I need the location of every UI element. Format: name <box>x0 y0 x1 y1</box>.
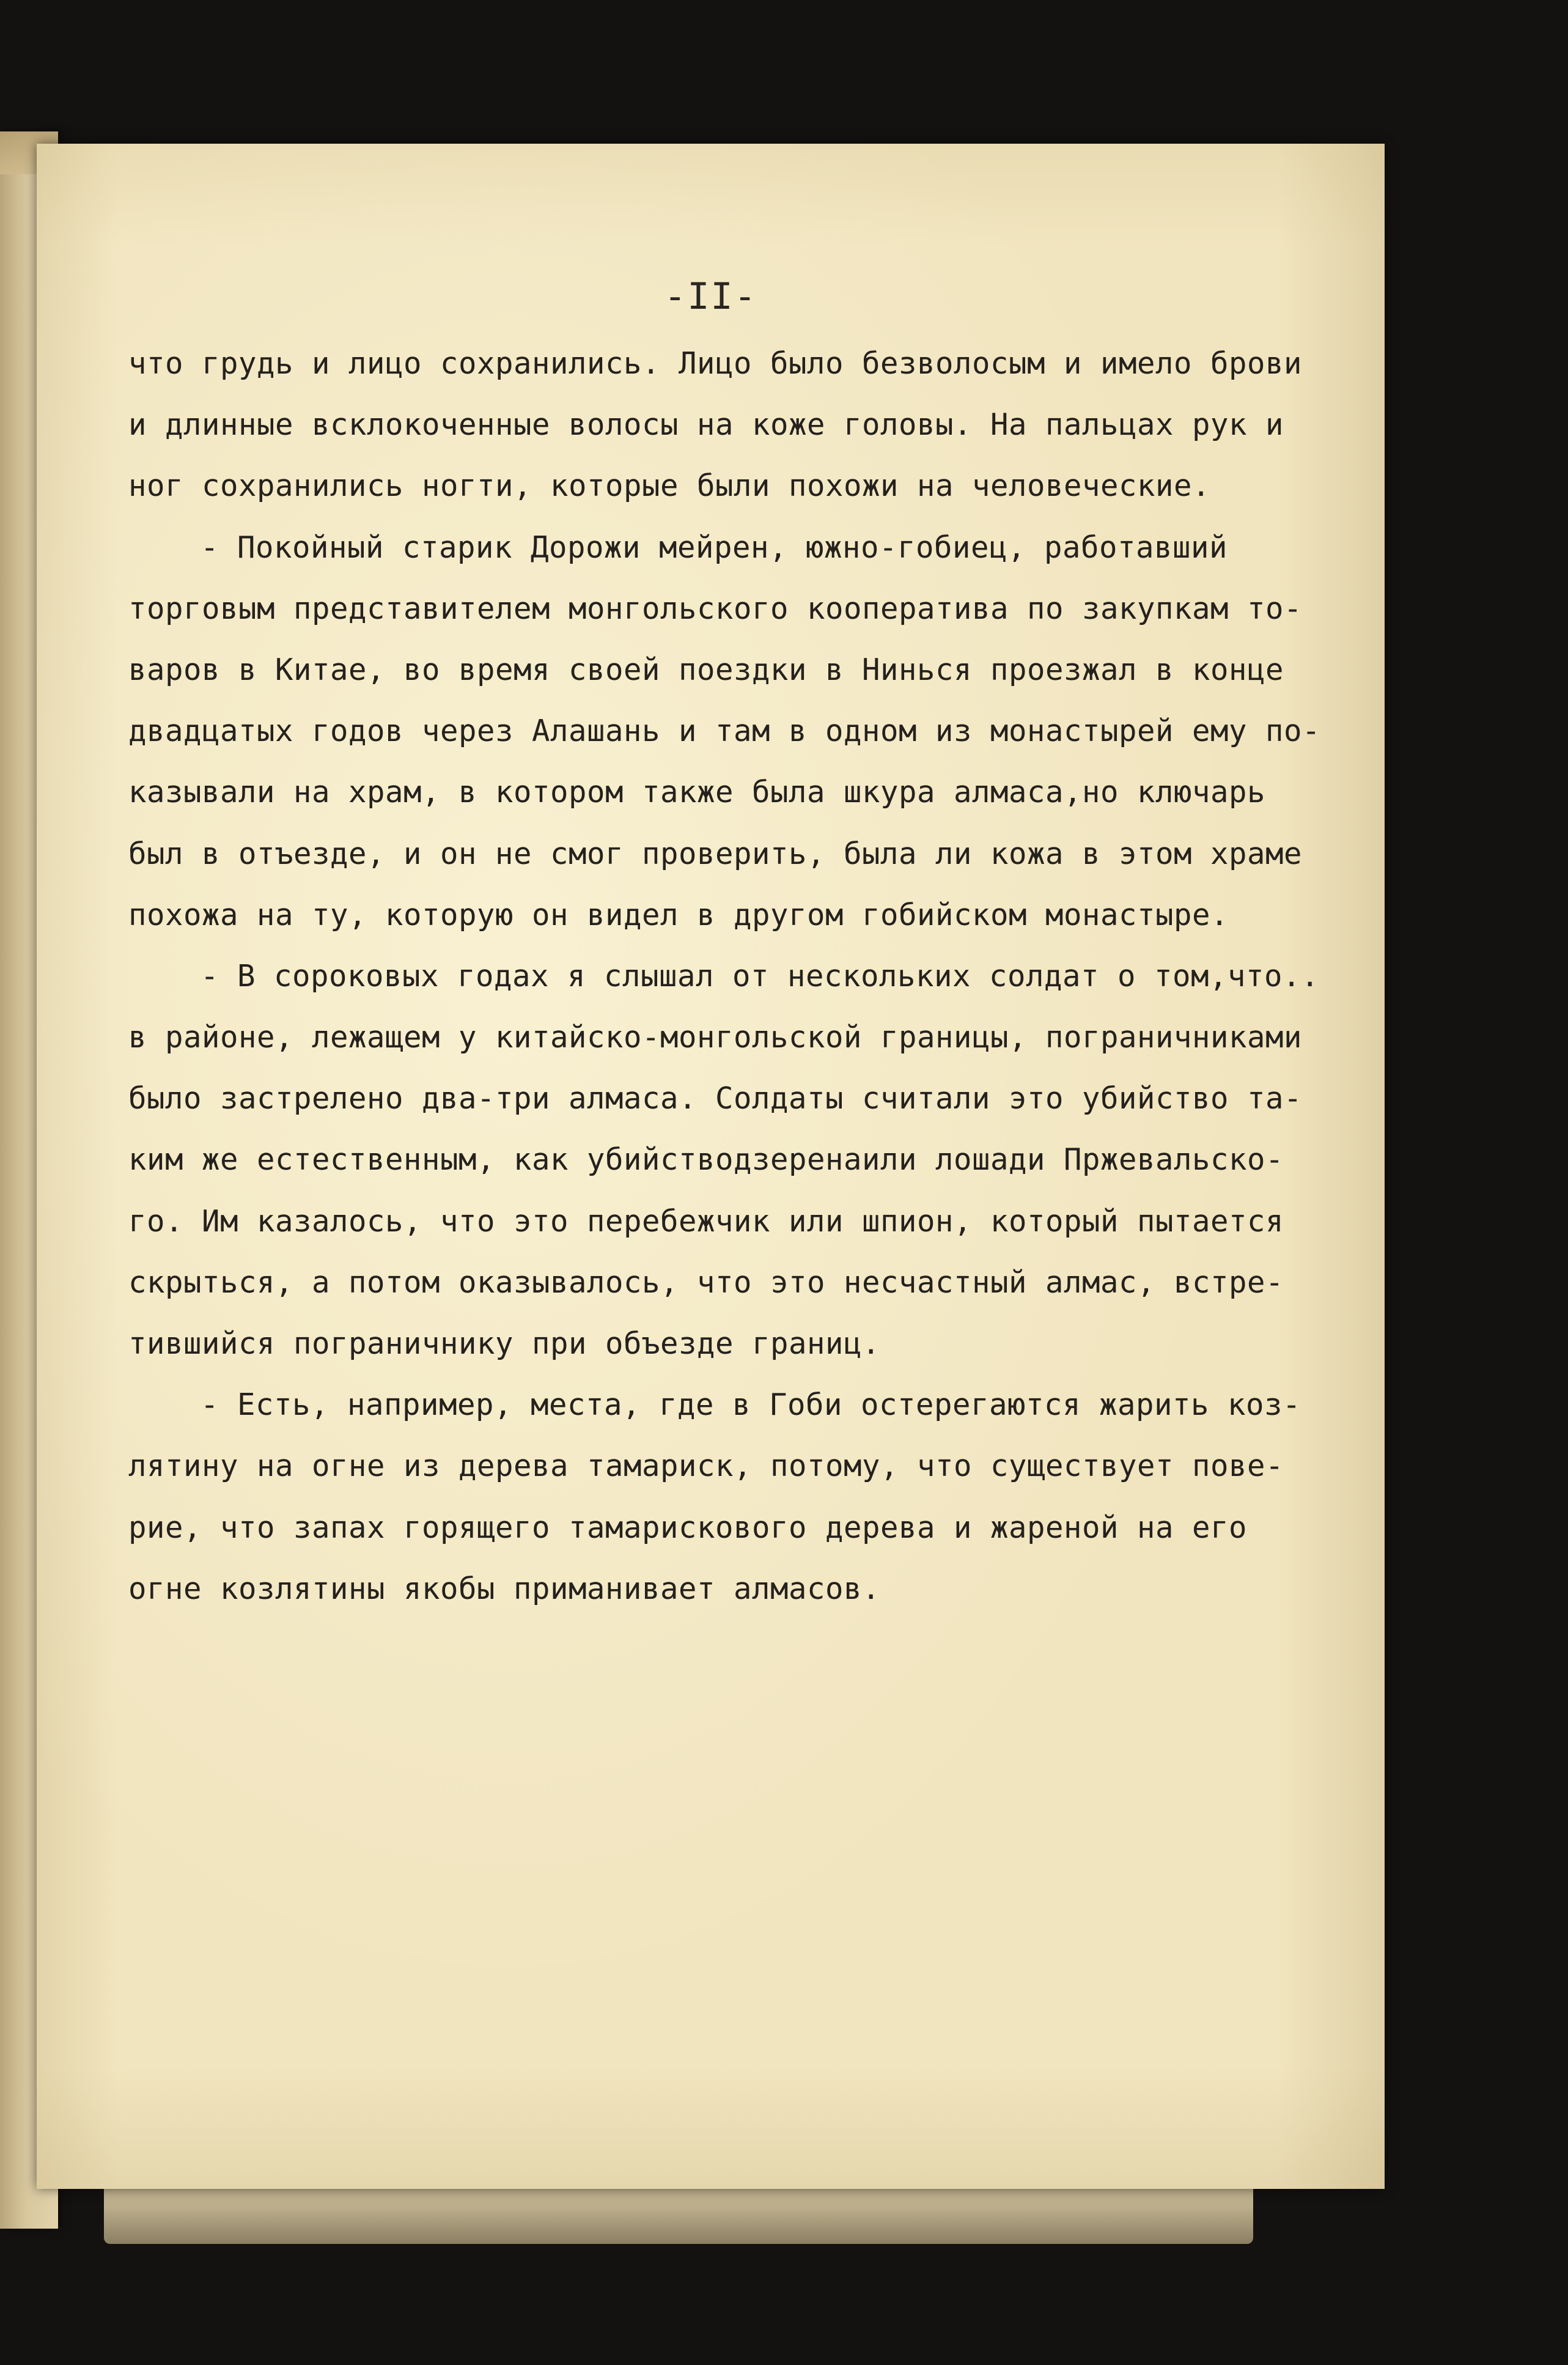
text-line: - Есть, например, места, где в Гоби остерегаются жарить коз- <box>201 1387 1301 1423</box>
text-line: лятину на огне из дерева тамариск, потому, что существует пове- <box>128 1448 1284 1484</box>
text-line: ким же естественным, как убийстводзеренаили лошади Пржевальско- <box>128 1142 1284 1178</box>
text-line: двадцатых годов через Алашань и там в одном из монастырей ему по- <box>128 714 1321 749</box>
text-line: - В сороковых годах я слышал от нескольких солдат о том,что.. <box>201 958 1320 994</box>
text-line: похожа на ту, которую он видел в другом гобийском монастыре. <box>128 897 1229 932</box>
typed-text-block <box>128 333 1327 1620</box>
text-line: казывали на храм, в котором также была шкура алмаса,но ключарь <box>128 775 1266 810</box>
document-page <box>37 144 1385 2189</box>
text-line: - Покойный старик Дорожи мейрен, южно-гобиец, работавший <box>201 529 1228 565</box>
text-line: было застрелено два-три алмаса. Солдаты считали это убийство та- <box>128 1081 1303 1116</box>
text-line: торговым представителем монгольского кооператива по закупкам то- <box>128 591 1303 626</box>
text-line: в районе, лежащем у китайско-монгольской границы, пограничниками <box>128 1020 1303 1055</box>
text-line: ног сохранились ногти, которые были похожи на человеческие. <box>128 468 1211 504</box>
text-line: го. Им казалось, что это перебежчик или шпион, который пытается <box>128 1203 1284 1239</box>
text-line: и длинные всклокоченные волосы на коже головы. На пальцах рук и <box>128 407 1284 443</box>
page-number: -II- <box>664 275 757 318</box>
text-line: тившийся пограничнику при объезде границ. <box>128 1326 881 1361</box>
text-line: был в отъезде, и он не смог проверить, была ли кожа в этом храме <box>128 836 1303 871</box>
text-line: рие, что запах горящего тамарискового дерева и жареной на его <box>128 1510 1248 1545</box>
text-line: скрыться, а потом оказывалось, что это несчастный алмас, встре- <box>128 1264 1284 1300</box>
text-line: варов в Китае, во время своей поездки в Нинься проезжал в конце <box>128 652 1284 687</box>
text-line: что грудь и лицо сохранились. Лицо было безволосым и имело брови <box>128 346 1303 381</box>
text-line: огне козлятины якобы приманивает алмасов. <box>128 1571 881 1606</box>
